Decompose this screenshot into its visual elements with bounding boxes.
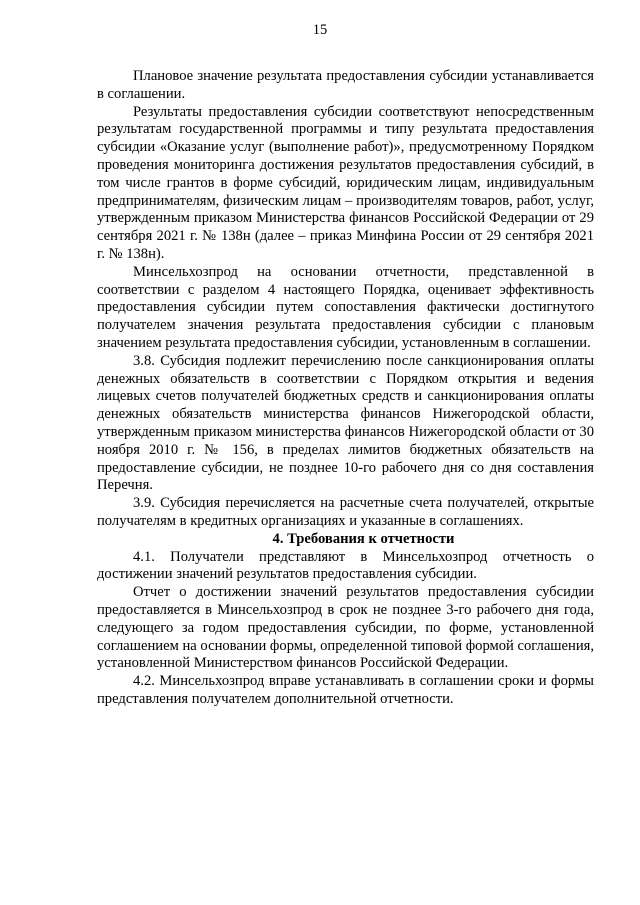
paragraph: Результаты предоставления субсидии соответствуют непосредственным результатам государственной программы и типу результата предоставления субсидии «Оказание услуг (выполнение работ)», предусмотренному Порядком проведения мониторинга достижения результатов предоставления субсидий, в том числе грантов в форме субсидий, юридическим лицам, индивидуальным предпринимателям, физическим лицам – производителям товаров, работ, услуг, утвержденным приказом Министерства финансов Российской Федерации от 29 сентября 2021 г. № 138н (далее – приказ Минфина России от 29 сентября 2021 г. № 138н). [97,103,594,262]
paragraph: Плановое значение результата предоставления субсидии устанавливается в соглашении. [97,68,594,102]
page-number: 15 [312,22,328,38]
paragraph: 4.2. Минсельхозпрод вправе устанавливать в соглашении сроки и формы представления получателем дополнительной отчетности. [97,673,594,707]
paragraph: 3.9. Субсидия перечисляется на расчетные счета получателей, открытые получателям в кредитных организациях и указанные в соглашениях. [97,495,594,529]
paragraph: 4.1. Получатели представляют в Минсельхозпрод отчетность о достижении значений результатов предоставления субсидии. [97,548,594,583]
paragraph: Отчет о достижении значений результатов предоставления субсидии предоставляется в Минсельхозпрод в срок не позднее 3-го рабочего дня года, следующего за годом предоставления субсидии, по форме, установленной соглашением на основании формы, определенной типовой формой соглашения, установленной Министерством финансов Российской Федерации. [97,584,594,672]
section-heading: 4. Требования к отчетности [272,530,455,547]
paragraph: Минсельхозпрод на основании отчетности, представленной в соответствии с разделом 4 настоящего Порядка, оценивает эффективность предоставления субсидии путем сопоставления фактически достигнутого получателем значения результата предоставления субсидии с плановым значением результата предоставления субсидии, установленным в соглашении. [97,263,594,351]
document-body [97,68,594,709]
paragraph: 3.8. Субсидия подлежит перечислению после санкционирования оплаты денежных обязательств в соответствии с Порядком открытия и ведения лицевых счетов получателей бюджетных средств и санкционирования оплаты денежных обязательств министерства финансов Нижегородской области, утвержденным приказом министерства финансов Нижегородской области от 30 ноября 2010 г. № 156, в пределах лимитов бюджетных обязательств на предоставление субсидии, не позднее 10-го рабочего дня со дня составления Перечня. [97,352,594,494]
